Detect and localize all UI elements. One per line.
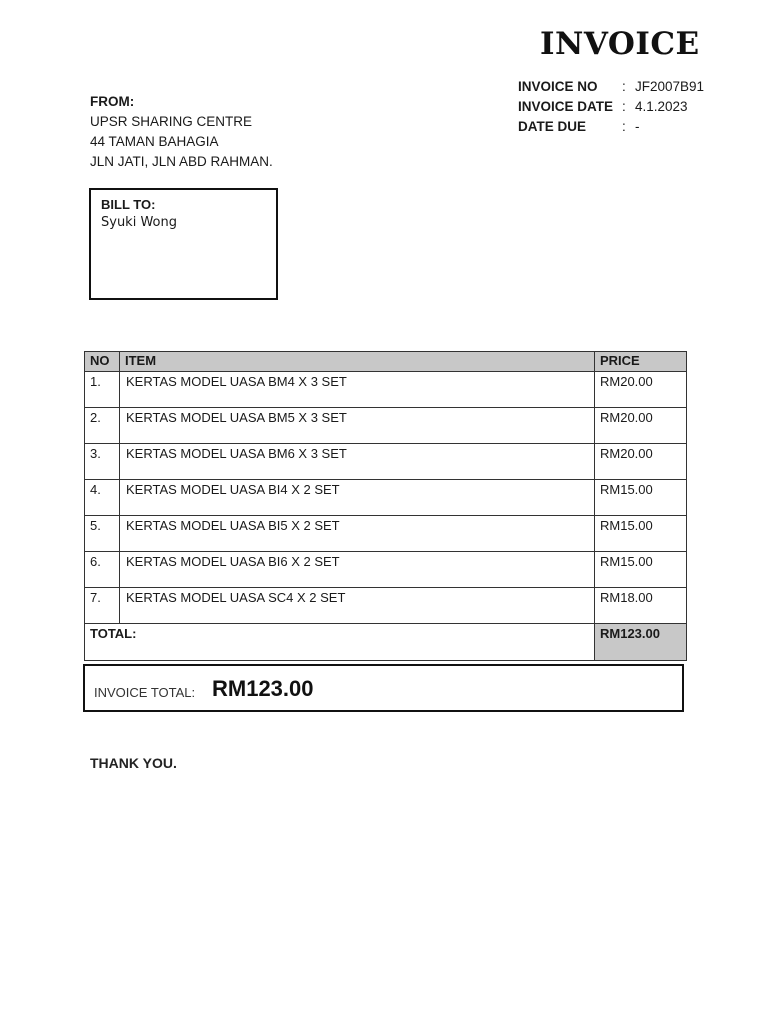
row-no: 6.: [85, 552, 120, 588]
row-item: KERTAS MODEL UASA BM5 X 3 SET: [120, 408, 595, 444]
row-no: 7.: [85, 588, 120, 624]
invoice-no-label: INVOICE NO: [518, 79, 598, 94]
from-block: [90, 92, 273, 172]
from-line-3: JLN JATI, JLN ABD RAHMAN.: [90, 154, 273, 169]
items-table: [84, 351, 687, 661]
row-price: RM20.00: [595, 444, 687, 480]
row-no: 1.: [85, 372, 120, 408]
colon: :: [622, 99, 626, 114]
row-price: RM15.00: [595, 552, 687, 588]
table-row: [85, 408, 687, 444]
row-price: RM18.00: [595, 588, 687, 624]
invoice-date-value: 4.1.2023: [635, 99, 688, 114]
row-item: KERTAS MODEL UASA BI6 X 2 SET: [120, 552, 595, 588]
date-due-label: DATE DUE: [518, 119, 587, 134]
row-item: KERTAS MODEL UASA BM4 X 3 SET: [120, 372, 595, 408]
row-item: KERTAS MODEL UASA BM6 X 3 SET: [120, 444, 595, 480]
invoice-date-row: [518, 97, 704, 117]
row-no: 4.: [85, 480, 120, 516]
colon: :: [622, 119, 626, 134]
bill-to-label: BILL TO:: [101, 197, 156, 212]
date-due-row: [518, 117, 704, 137]
total-value: RM123.00: [595, 624, 687, 661]
row-no: 3.: [85, 444, 120, 480]
table-row: [85, 372, 687, 408]
table-row: [85, 588, 687, 624]
table-row: [85, 552, 687, 588]
table-row: [85, 480, 687, 516]
row-price: RM20.00: [595, 408, 687, 444]
header-no: NO: [85, 352, 120, 372]
row-no: 2.: [85, 408, 120, 444]
invoice-total-box: [83, 664, 684, 712]
row-item: KERTAS MODEL UASA BI5 X 2 SET: [120, 516, 595, 552]
invoice-date-label: INVOICE DATE: [518, 99, 614, 114]
invoice-no-row: [518, 77, 704, 97]
row-price: RM20.00: [595, 372, 687, 408]
header-price: PRICE: [595, 352, 687, 372]
header-item: ITEM: [120, 352, 595, 372]
row-item: KERTAS MODEL UASA SC4 X 2 SET: [120, 588, 595, 624]
from-line-1: UPSR SHARING CENTRE: [90, 114, 253, 129]
row-no: 5.: [85, 516, 120, 552]
total-row: [85, 624, 687, 661]
bill-to-name: Syuki Wong: [101, 215, 177, 230]
table-row: [85, 444, 687, 480]
bill-to-box: [89, 188, 278, 300]
thank-you-text: THANK YOU.: [90, 755, 177, 771]
table-row: [85, 516, 687, 552]
from-label: FROM:: [90, 94, 135, 109]
colon: :: [622, 79, 626, 94]
date-due-value: -: [635, 119, 640, 134]
invoice-meta: [518, 77, 704, 137]
table-header-row: [85, 352, 687, 372]
row-item: KERTAS MODEL UASA BI4 X 2 SET: [120, 480, 595, 516]
invoice-title: INVOICE: [540, 26, 700, 62]
invoice-total-label: INVOICE TOTAL:: [94, 685, 196, 700]
row-price: RM15.00: [595, 516, 687, 552]
row-price: RM15.00: [595, 480, 687, 516]
total-label: TOTAL:: [85, 624, 595, 661]
invoice-no-value: JF2007B91: [635, 79, 705, 94]
from-line-2: 44 TAMAN BAHAGIA: [90, 134, 219, 149]
invoice-total-value: RM123.00: [212, 676, 314, 701]
